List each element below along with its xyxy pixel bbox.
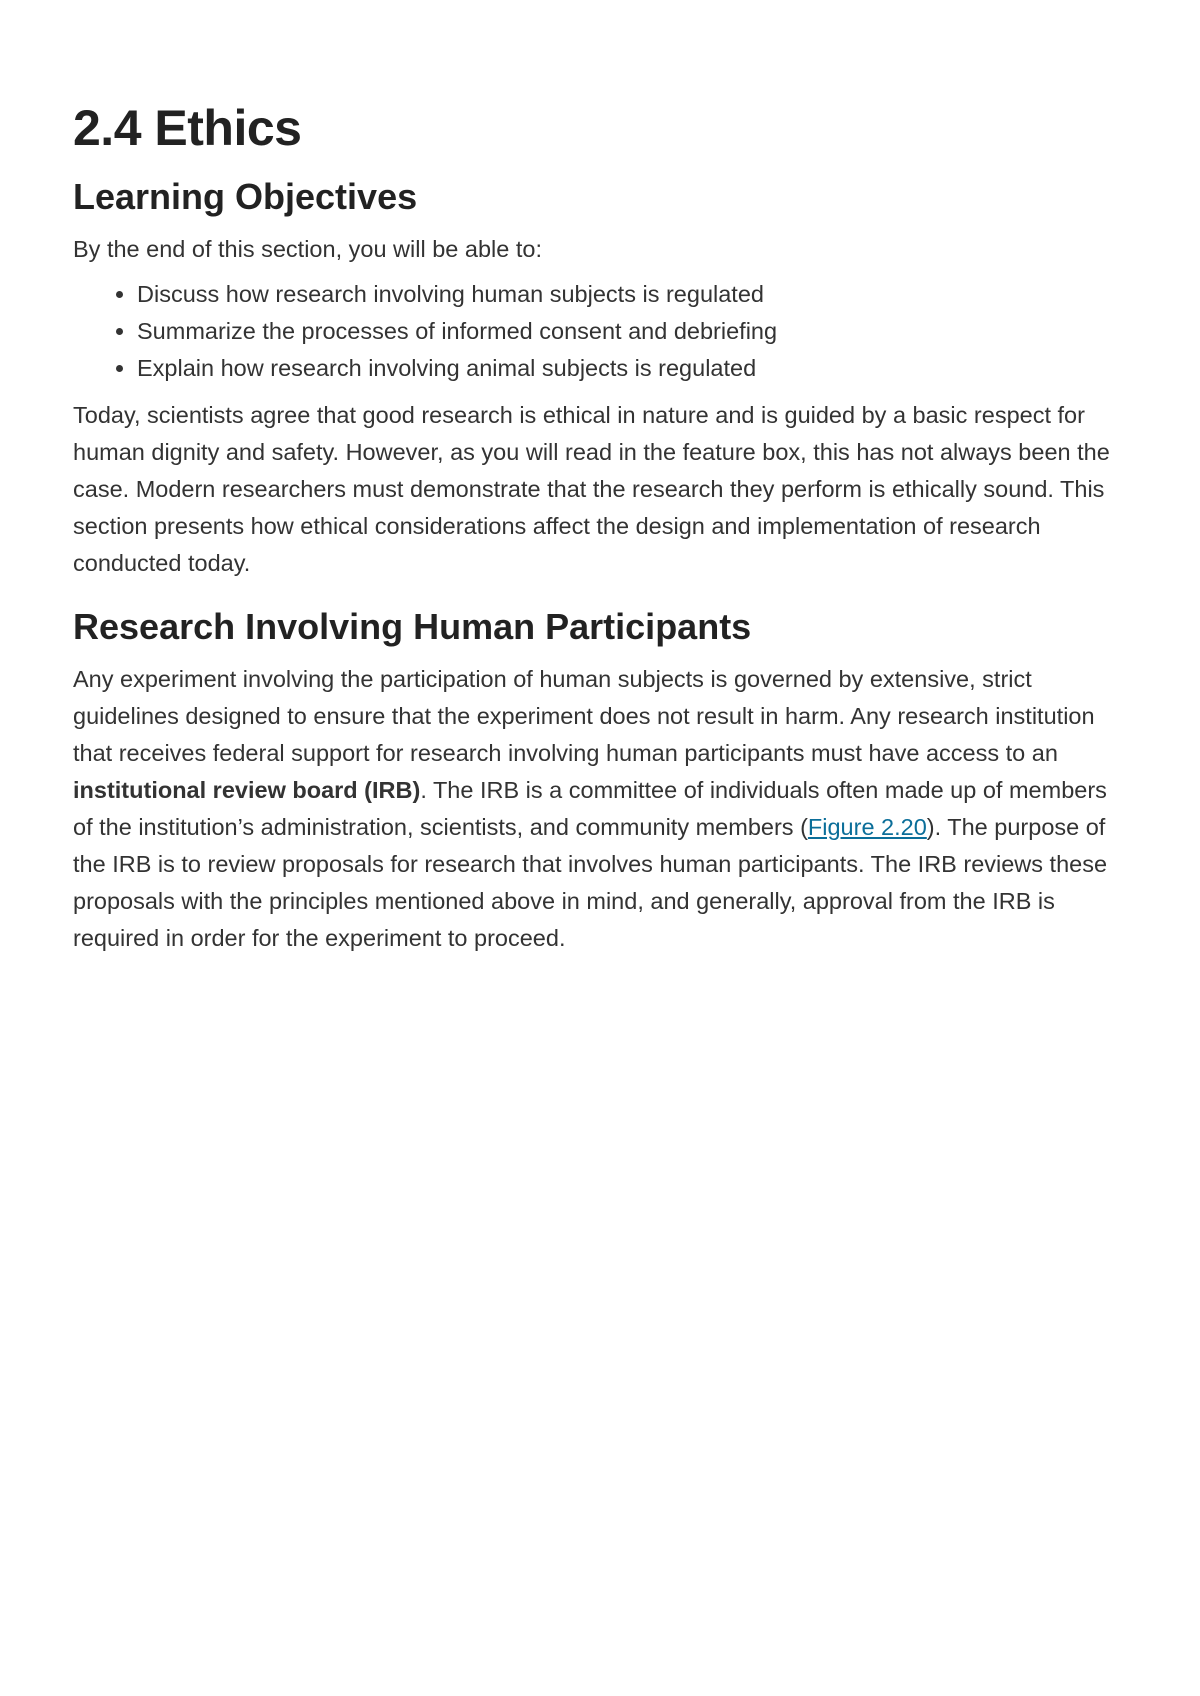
- paragraph-text: ). The purpose of the IRB is to review proposals for research that involves human participants. The IRB reviews these proposals with the principles mentioned above in mind, and generally, approval from the IRB is required in order for the experiment to proceed.: [73, 814, 1108, 952]
- learning-objectives-heading: Learning Objectives: [73, 175, 418, 217]
- page-title: 2.4 Ethics: [73, 100, 302, 156]
- intro-paragraph: Today, scientists agree that good research is ethical in nature and is guided by a basic respect for human dignity and safety. However, as you will read in the feature box, this has not always been the case. Modern researchers must demonstrate that the research they perform is ethically sound. This section presents how ethical considerations affect the design and implementation of research conducted today.: [73, 401, 1110, 576]
- human-participants-heading: Research Involving Human Participants: [73, 605, 752, 647]
- paragraph-text: . The IRB is a committee of individuals often made up of members of the institution’s administration, scientists, and community members (: [73, 777, 1107, 841]
- irb-term: institutional review board (IRB): [73, 777, 421, 804]
- learning-objectives-intro: By the end of this section, you will be able to:: [73, 235, 542, 262]
- paragraph-text: Any experiment involving the participation of human subjects is governed by extensive, strict guidelines designed to ensure that the experiment does not result in harm. Any research institution that receives federal support for research involving human participants must have access to an: [73, 666, 1095, 767]
- document-page: [73, 100, 1133, 957]
- list-item: • Discuss how research involving human subjects is regulated: [137, 276, 1133, 313]
- learning-objectives-list: [73, 276, 1133, 387]
- list-item: • Summarize the processes of informed consent and debriefing: [137, 313, 1133, 350]
- human-participants-paragraph: [73, 661, 1133, 957]
- list-item: • Explain how research involving animal subjects is regulated: [137, 350, 1133, 387]
- figure-2-20-link[interactable]: Figure 2.20: [807, 814, 927, 841]
